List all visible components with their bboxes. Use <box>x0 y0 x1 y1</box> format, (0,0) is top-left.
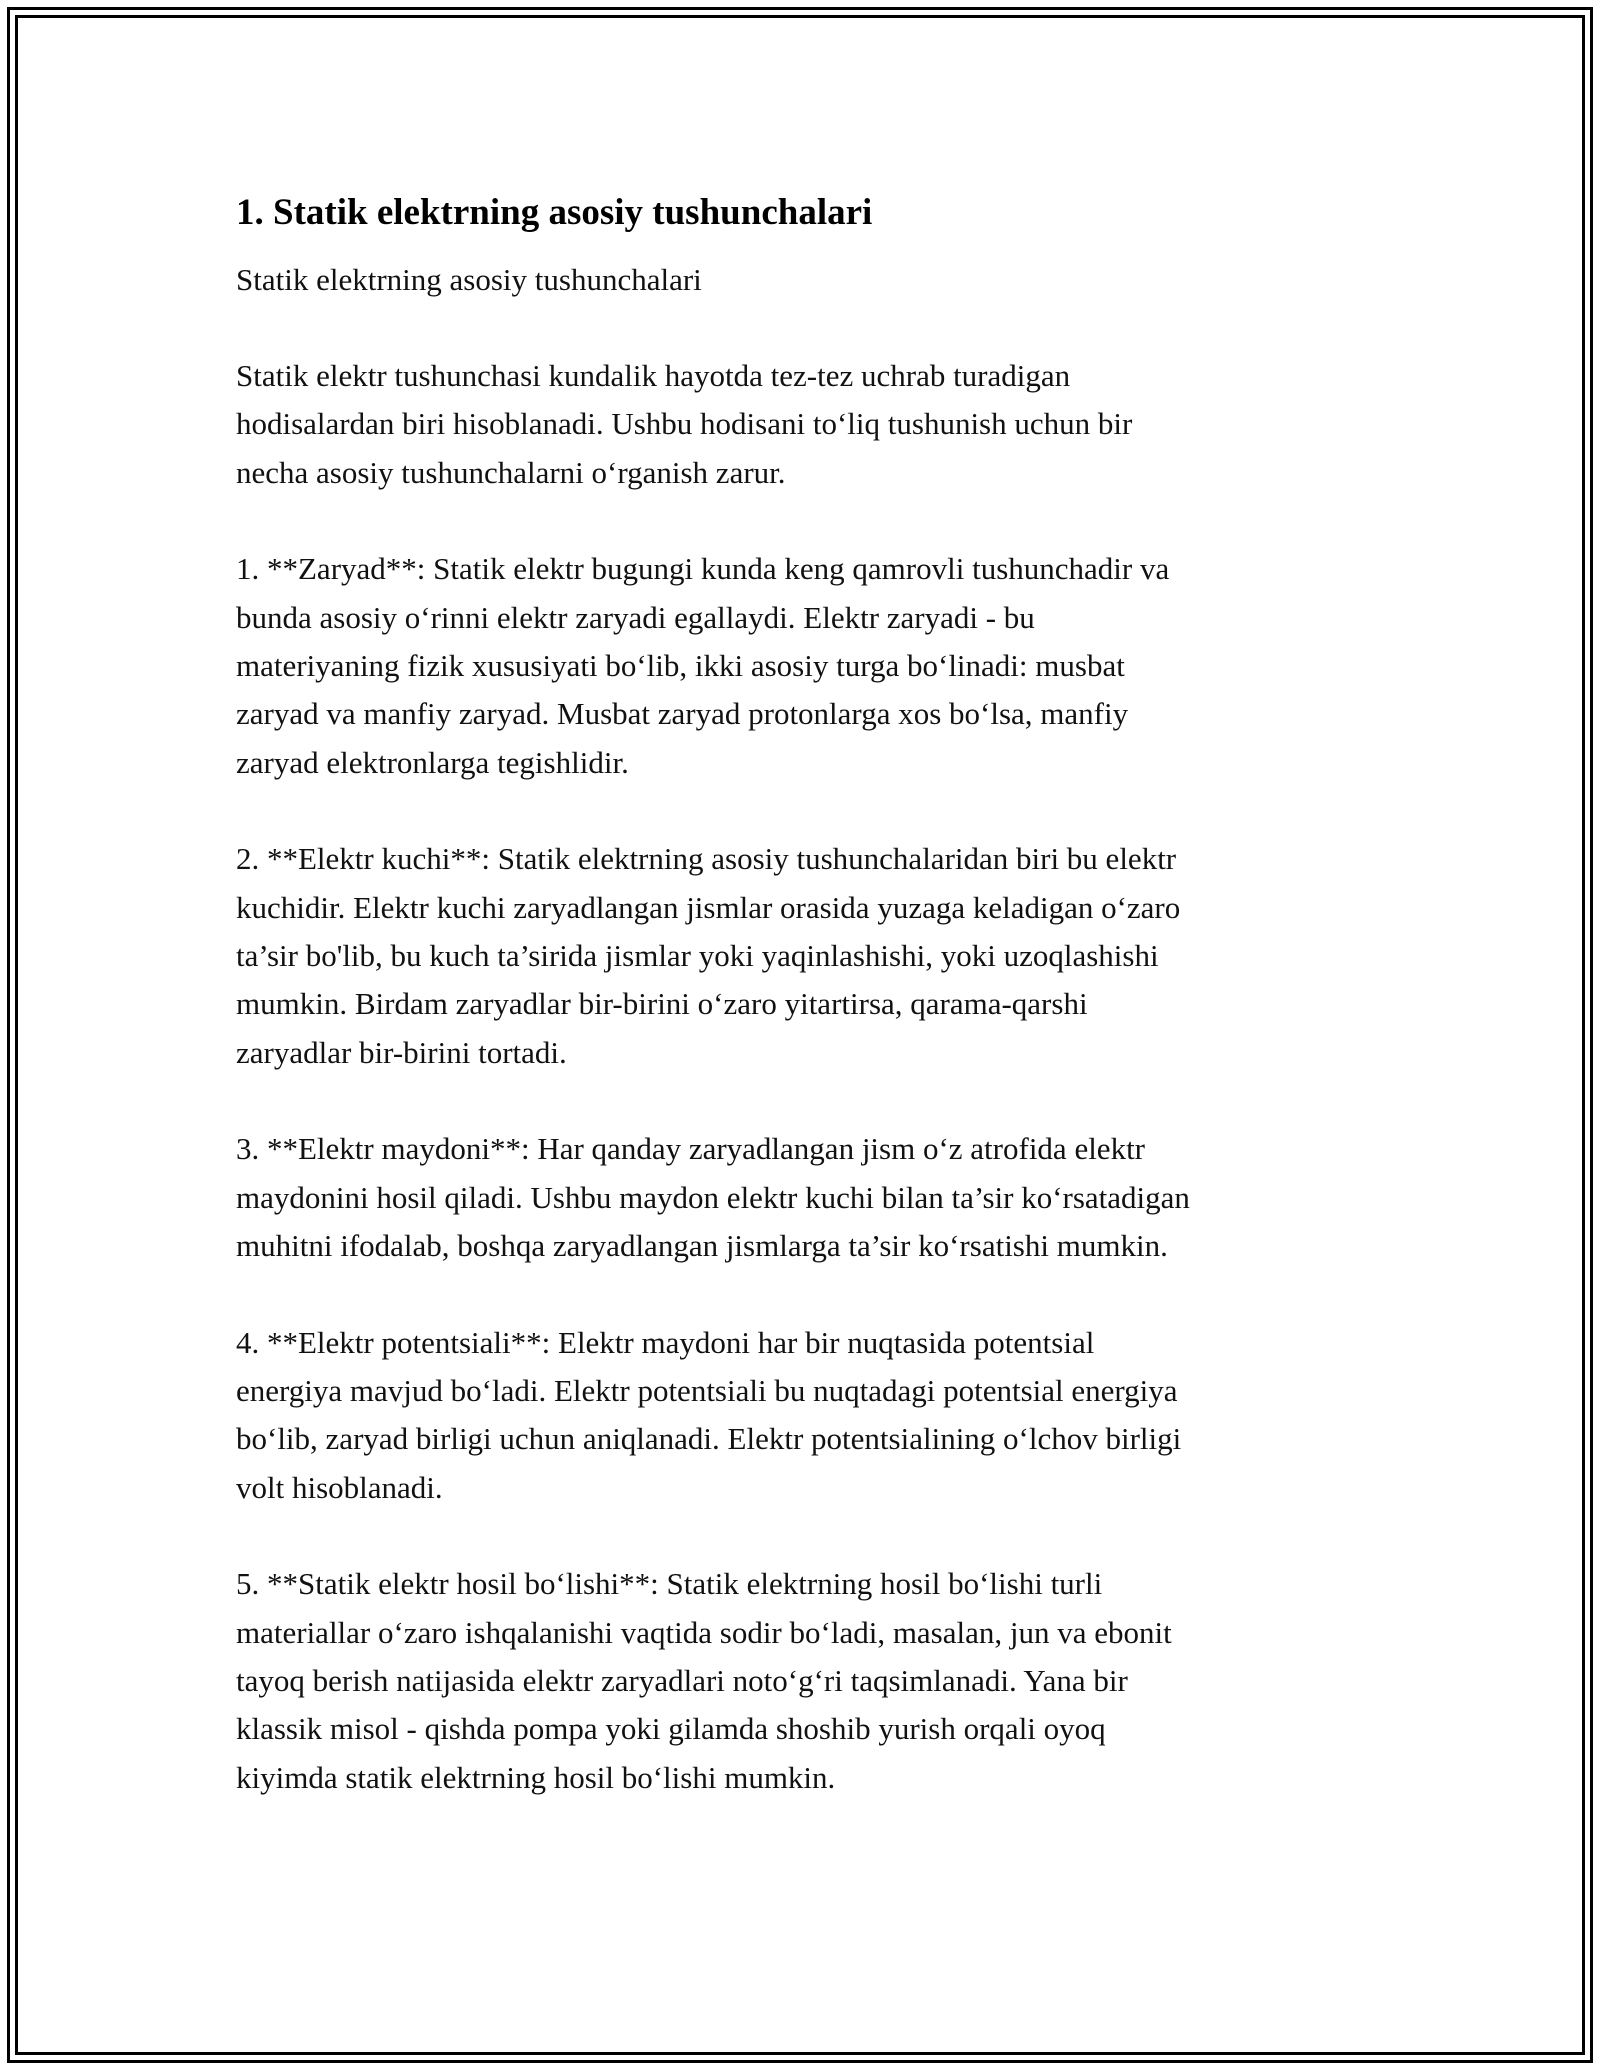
paragraph-line: Statik elektr tushunchasi kundalik hayotda tez-tez uchrab turadigan <box>236 358 1071 393</box>
paragraph-line: mumkin. Birdam zaryadlar bir-birini o‘zaro yitartirsa, qarama-qarshi <box>236 986 1088 1022</box>
paragraph-line: 5. **Statik elektr hosil bo‘lishi**: Statik elektrning hosil bo‘lishi turli <box>236 1566 1103 1602</box>
document-body <box>236 186 1376 1802</box>
paragraph-line: materiallar o‘zaro ishqalanishi vaqtida sodir bo‘ladi, masalan, jun va ebonit <box>236 1614 1172 1650</box>
paragraph-line: hodisalardan biri hisoblanadi. Ushbu hodisani to‘liq tushunish uchun bir <box>236 406 1133 442</box>
document-subtitle: Statik elektrning asosiy tushunchalari <box>236 262 702 297</box>
paragraph-line: klassik misol - qishda pompa yoki gilamda shoshib yurish orqali oyoq <box>236 1711 1106 1747</box>
section-statik-elektr-hosil <box>236 1560 1376 1802</box>
paragraph-line: tayoq berish natijasida elektr zaryadlari noto‘g‘ri taqsimlanadi. Yana bir <box>236 1662 1128 1698</box>
paragraph-line: zaryad va manfiy zaryad. Musbat zaryad protonlarga xos bo‘lsa, manfiy <box>236 696 1129 732</box>
paragraph-line: ta’sir bo'lib, bu kuch ta’sirida jismlar yoki yaqinlashishi, yoki uzoqlashishi <box>236 938 1159 974</box>
paragraph-line: bunda asosiy o‘rinni elektr zaryadi egallaydi. Elektr zaryadi - bu <box>236 599 1035 635</box>
section-zaryad <box>236 545 1376 787</box>
section-elektr-maydoni <box>236 1125 1376 1270</box>
paragraph-line: kuchidir. Elektr kuchi zaryadlangan jismlar orasida yuzaga keladigan o‘zaro <box>236 889 1181 925</box>
paragraph-line: volt hisoblanadi. <box>236 1469 443 1505</box>
intro-paragraph <box>236 352 1376 497</box>
paragraph-line: maydonini hosil qiladi. Ushbu maydon elektr kuchi bilan ta’sir ko‘rsatadigan <box>236 1179 1190 1215</box>
paragraph-line: 4. **Elektr potentsiali**: Elektr maydoni har bir nuqtasida potentsial <box>236 1324 1095 1360</box>
document-title: 1. Statik elektrning asosiy tushunchalari <box>236 192 873 233</box>
paragraph-line: zaryadlar bir-birini tortadi. <box>236 1034 567 1070</box>
paragraph-line: 2. **Elektr kuchi**: Statik elektrning asosiy tushunchalaridan biri bu elektr <box>236 841 1177 877</box>
paragraph-line: necha asosiy tushunchalarni o‘rganish zarur. <box>236 454 786 490</box>
paragraph-line: energiya mavjud bo‘ladi. Elektr potentsiali bu nuqtadagi potentsial energiya <box>236 1372 1178 1408</box>
paragraph-line: zaryad elektronlarga tegishlidir. <box>236 744 629 780</box>
paragraph-line: kiyimda statik elektrning hosil bo‘lishi mumkin. <box>236 1759 836 1795</box>
paragraph-line: 3. **Elektr maydoni**: Har qanday zaryadlangan jism o‘z atrofida elektr <box>236 1131 1146 1167</box>
paragraph-line: 1. **Zaryad**: Statik elektr bugungi kunda keng qamrovli tushunchadir va <box>236 551 1170 587</box>
paragraph-line: bo‘lib, zaryad birligi uchun aniqlanadi. Elektr potentsialining o‘lchov birligi <box>236 1421 1182 1457</box>
paragraph-line: materiyaning fizik xususiyati bo‘lib, ikki asosiy turga bo‘linadi: musbat <box>236 648 1125 684</box>
section-elektr-kuchi <box>236 835 1376 1077</box>
section-elektr-potentsiali <box>236 1319 1376 1513</box>
paragraph-line: muhitni ifodalab, boshqa zaryadlangan jismlarga ta’sir ko‘rsatishi mumkin. <box>236 1228 1168 1264</box>
